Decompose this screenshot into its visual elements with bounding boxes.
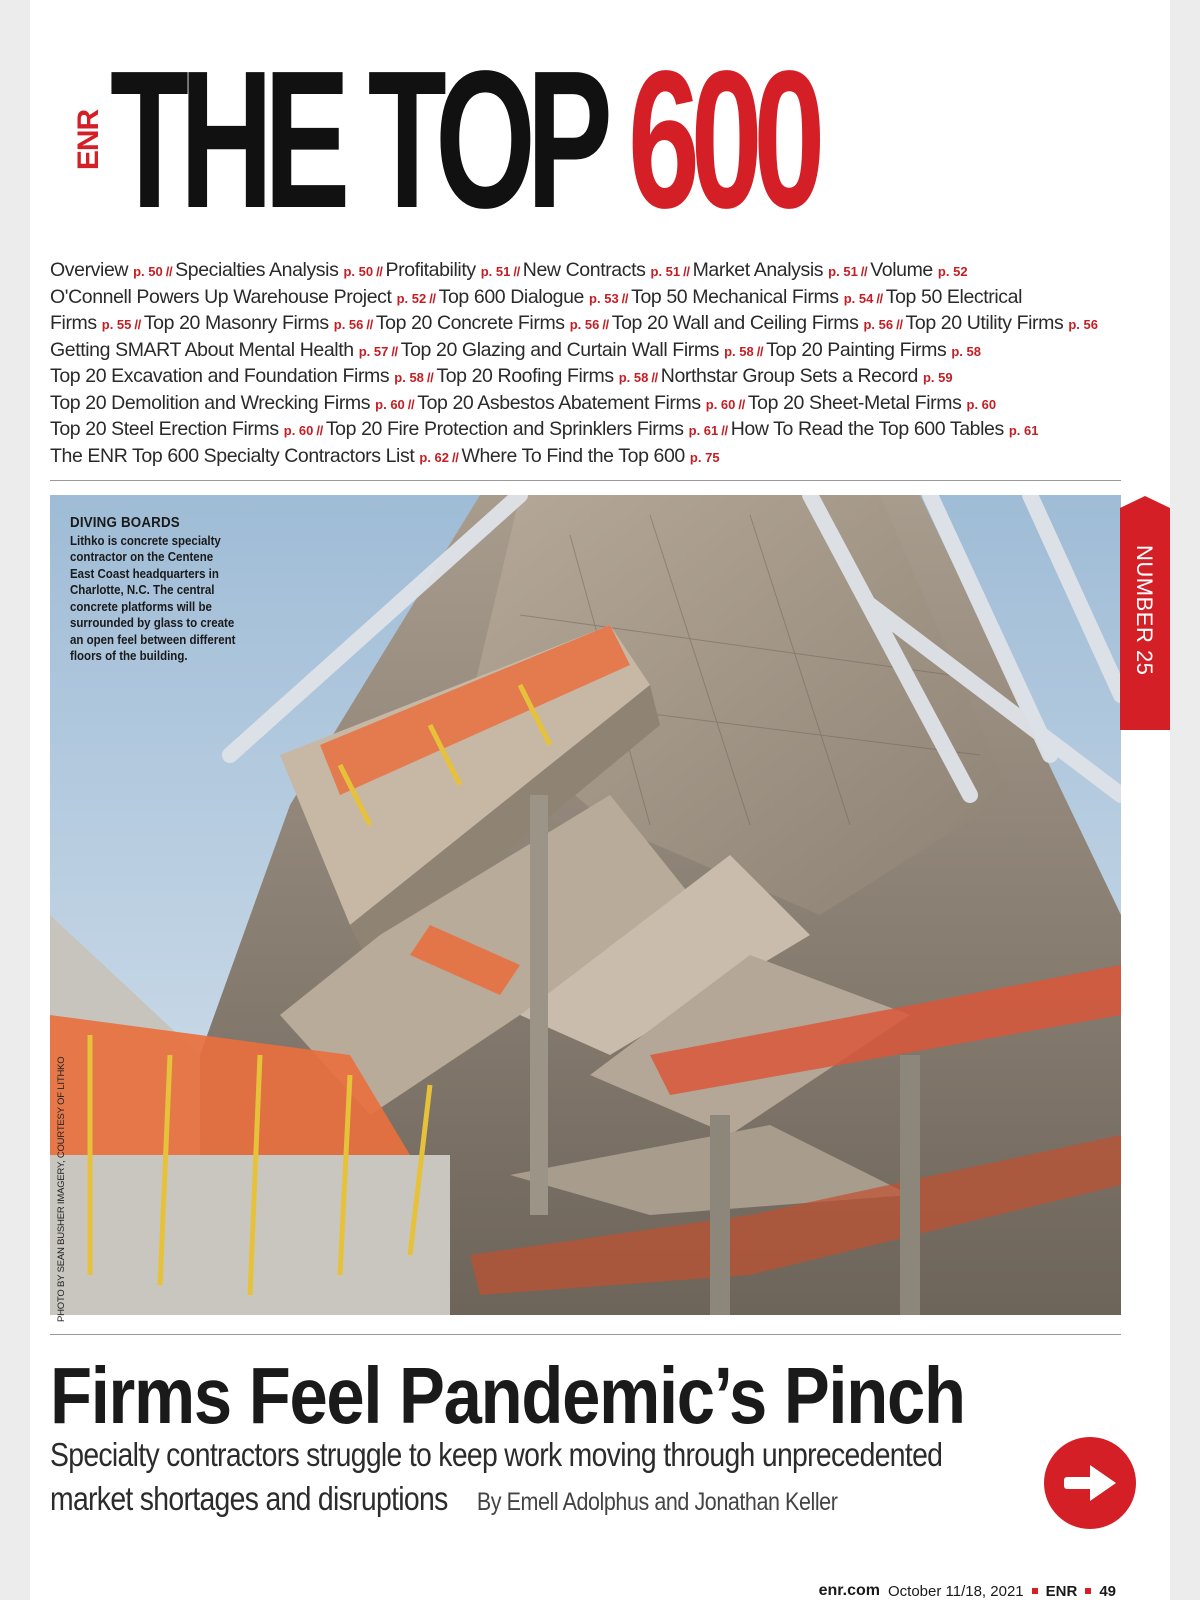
toc-entry-page: p. 54: [843, 290, 874, 306]
toc-separator: //: [407, 396, 415, 412]
toc-entry-page: p. 51: [828, 264, 858, 279]
article-headline: Firms Feel Pandemic’s Pinch: [50, 1351, 965, 1440]
toc-entry-title[interactable]: O'Connell Powers Up Warehouse Project: [50, 285, 392, 308]
divider-rule: [50, 480, 1121, 481]
toc-separator: //: [134, 317, 141, 332]
toc-entry-page: p. 50: [133, 264, 163, 279]
toc-entry-page: p. 75: [689, 449, 720, 465]
toc-line: [50, 364, 1130, 391]
toc-separator: //: [876, 290, 883, 306]
toc-separator: //: [165, 264, 173, 279]
footer-page-number: 49: [1099, 1582, 1116, 1600]
toc-separator: //: [426, 370, 434, 385]
caption-heading: DIVING BOARDS: [70, 515, 180, 531]
arrow-right-icon: [1062, 1461, 1118, 1505]
toc-entry-title[interactable]: Top 20 Glazing and Curtain Wall Firms: [400, 338, 720, 361]
toc-separator: //: [651, 370, 658, 385]
toc-entry-page: p. 58: [618, 370, 649, 385]
toc-entry-page: p. 56: [1068, 317, 1098, 332]
toc-entry-title[interactable]: Top 20 Sheet-Metal Firms: [747, 391, 962, 414]
caption-body: Lithko is concrete specialty contractor on the Centene East Coast headquarters in Charlotte, N.C. The central concrete platforms will be surrounded by glass to create an open feel between different floors of the building.: [70, 533, 236, 663]
toc-separator: //: [860, 264, 868, 279]
toc-entry-page: p. 52: [396, 290, 427, 306]
photo-caption: [70, 515, 236, 665]
toc-entry-title[interactable]: Firms: [50, 312, 97, 334]
toc-entry-title[interactable]: Market Analysis: [692, 259, 824, 281]
article-dek: [50, 1433, 996, 1524]
toc-entry-title[interactable]: Top 50 Mechanical Firms: [631, 285, 839, 308]
toc-entry-title[interactable]: Top 20 Demolition and Wrecking Firms: [50, 391, 371, 414]
toc-separator: //: [756, 343, 764, 359]
toc-separator: //: [429, 290, 436, 306]
masthead-title: [110, 30, 817, 249]
toc-entry-title[interactable]: Northstar Group Sets a Record: [660, 365, 918, 387]
toc-entry-title[interactable]: Top 20 Steel Erection Firms: [50, 418, 279, 440]
toc-entry-page: p. 51: [650, 264, 681, 279]
toc-separator: //: [721, 423, 728, 438]
divider-rule: [50, 1334, 1121, 1335]
toc-separator: //: [316, 423, 323, 438]
dek-line-with-byline: [50, 1477, 996, 1524]
toc-entry-title[interactable]: New Contracts: [522, 259, 646, 281]
toc-entry-title[interactable]: Top 50 Electrical: [885, 285, 1023, 308]
feature-photo: [50, 495, 1121, 1315]
toc-separator: //: [683, 264, 690, 279]
toc-entry-title[interactable]: Top 20 Concrete Firms: [375, 312, 565, 334]
footer-square-icon: [1085, 1588, 1091, 1594]
dek-line: market shortages and disruptions: [50, 1480, 448, 1517]
masthead: [50, 30, 1130, 249]
enr-logo: ENR: [72, 109, 105, 171]
toc-entry-page: p. 60: [375, 396, 405, 412]
page-footer: [819, 1582, 1116, 1600]
toc-entry-page: p. 61: [1008, 423, 1039, 438]
masthead-title-text: THE TOP: [110, 30, 602, 249]
toc-line: [50, 258, 1130, 285]
masthead-number: 600: [627, 30, 817, 249]
toc-entry-page: p. 58: [394, 370, 424, 385]
toc-separator: //: [738, 396, 745, 412]
toc-entry-title[interactable]: Overview: [50, 259, 129, 281]
toc-entry-title[interactable]: Getting SMART About Mental Health: [50, 338, 354, 361]
toc-separator: //: [621, 290, 629, 306]
toc-separator: //: [513, 264, 520, 279]
toc-entry-page: p. 52: [937, 264, 968, 279]
toc-line: [50, 338, 1130, 365]
toc-entry-page: p. 50: [343, 264, 374, 279]
toc-entry-title[interactable]: Top 20 Masonry Firms: [143, 312, 329, 334]
toc-entry-page: p. 59: [922, 370, 953, 385]
toc-entry-title[interactable]: Volume: [870, 259, 933, 281]
toc-entry-title[interactable]: Profitability: [385, 259, 476, 281]
toc-entry-page: p. 61: [688, 423, 719, 438]
toc-entry-page: p. 57: [358, 343, 389, 359]
toc-line: [50, 417, 1130, 444]
toc-line: [50, 311, 1130, 338]
toc-entry-title[interactable]: Where To Find the Top 600: [461, 444, 685, 467]
toc-separator: //: [896, 317, 903, 332]
footer-square-icon: [1032, 1588, 1038, 1594]
toc-entry-page: p. 53: [589, 290, 619, 306]
toc-entry-title[interactable]: Top 20 Roofing Firms: [436, 365, 614, 387]
footer-date: October 11/18, 2021: [887, 1582, 1024, 1600]
dek-line: Specialty contractors struggle to keep work moving through unprecedented: [50, 1436, 943, 1473]
continue-arrow-icon[interactable]: [1048, 1441, 1132, 1525]
toc-entry-title[interactable]: Top 20 Excavation and Foundation Firms: [50, 365, 390, 387]
toc-entry-page: p. 58: [951, 343, 981, 359]
toc-entry-title[interactable]: Top 600 Dialogue: [438, 285, 585, 308]
toc-entry-page: p. 56: [569, 317, 600, 332]
toc-entry-title[interactable]: Top 20 Painting Firms: [766, 338, 947, 361]
toc-separator: //: [391, 343, 398, 359]
toc-separator: //: [376, 264, 383, 279]
toc-entry-title[interactable]: The ENR Top 600 Specialty Contractors List: [50, 444, 415, 467]
toc-entry-page: p. 56: [333, 317, 364, 332]
toc-entry-page: p. 58: [724, 343, 754, 359]
toc-entry-title[interactable]: Top 20 Wall and Ceiling Firms: [611, 312, 859, 334]
toc-entry-title[interactable]: How To Read the Top 600 Tables: [730, 418, 1004, 440]
issue-number-label: NUMBER 25: [1132, 545, 1157, 676]
toc-separator: //: [602, 317, 609, 332]
toc-entry-page: p. 56: [863, 317, 894, 332]
toc-separator: //: [366, 317, 373, 332]
toc-separator: //: [452, 449, 459, 465]
toc-entry-page: p. 60: [705, 396, 736, 412]
toc-line: [50, 285, 1130, 312]
toc-entry-title[interactable]: Top 20 Asbestos Abatement Firms: [417, 391, 701, 414]
table-of-contents: [50, 258, 1130, 470]
toc-line: [50, 444, 1130, 471]
footer-brand: ENR: [1045, 1582, 1078, 1600]
footer-site: enr.com: [818, 1582, 880, 1599]
toc-entry-page: p. 55: [101, 317, 132, 332]
toc-entry-title[interactable]: Top 20 Utility Firms: [905, 312, 1064, 334]
toc-entry-page: p. 60: [966, 396, 997, 412]
photo-credit: [56, 1308, 70, 1322]
toc-line: [50, 391, 1130, 418]
toc-entry-page: p. 60: [283, 423, 314, 438]
toc-entry-page: p. 51: [480, 264, 511, 279]
toc-entry-title[interactable]: Top 20 Fire Protection and Sprinklers Firms: [325, 418, 684, 440]
toc-entry-title[interactable]: Specialties Analysis: [175, 259, 339, 281]
toc-entry-page: p. 62: [419, 449, 450, 465]
byline: By Emell Adolphus and Jonathan Keller: [476, 1488, 838, 1516]
